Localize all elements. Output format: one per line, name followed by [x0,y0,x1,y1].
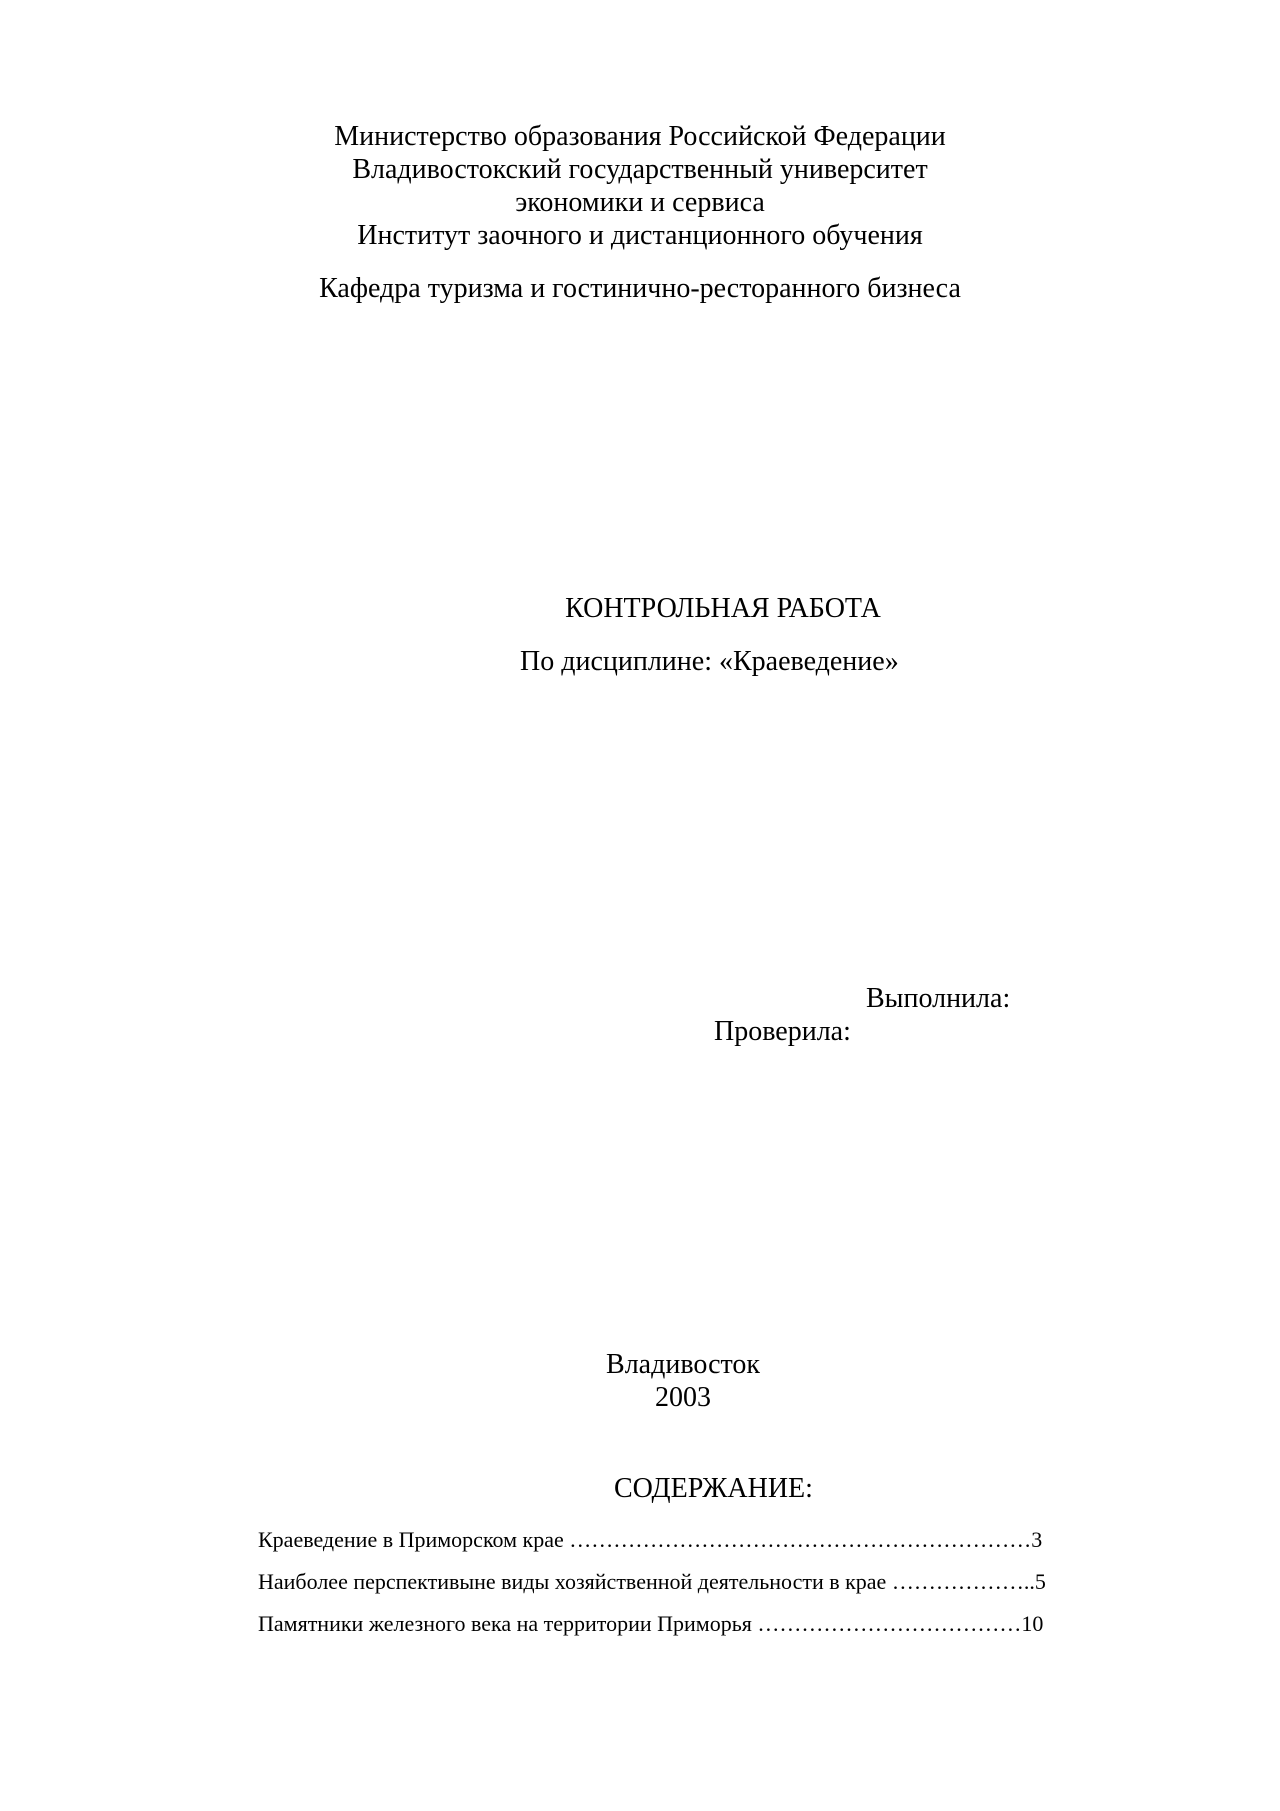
toc-item: Наиболее перспективыне виды хозяйственной деятельности в крае ………………..5 [258,1569,1046,1594]
university-line-continued: экономики и сервиса [515,187,765,218]
work-type-title: КОНТРОЛЬНАЯ РАБОТА [565,593,881,624]
toc-heading: СОДЕРЖАНИЕ: [614,1473,813,1504]
toc-item: Памятники железного века на территории Приморья ………………………………10 [258,1611,1044,1636]
ministry-line: Министерство образования Российской Федерации [334,121,946,152]
city: Владивосток [606,1349,760,1380]
university-line: Владивостокский государственный университет [352,154,928,185]
year: 2003 [655,1382,711,1413]
city-year-block [583,1348,783,1414]
department-line: Кафедра туризма и гостинично-ресторанного бизнеса [319,273,961,304]
institute-line: Институт заочного и дистанционного обучения [357,220,923,251]
toc-item: Краеведение в Приморском крае ………………………………………………………3 [258,1527,1043,1552]
toc-list [258,1525,1180,1651]
performed-by-label: Выполнила: [866,983,1011,1014]
discipline-line: По дисциплине: «Краеведение» [520,646,899,677]
institution-header [0,120,1280,252]
checked-by-label: Проверила: [714,1016,851,1047]
